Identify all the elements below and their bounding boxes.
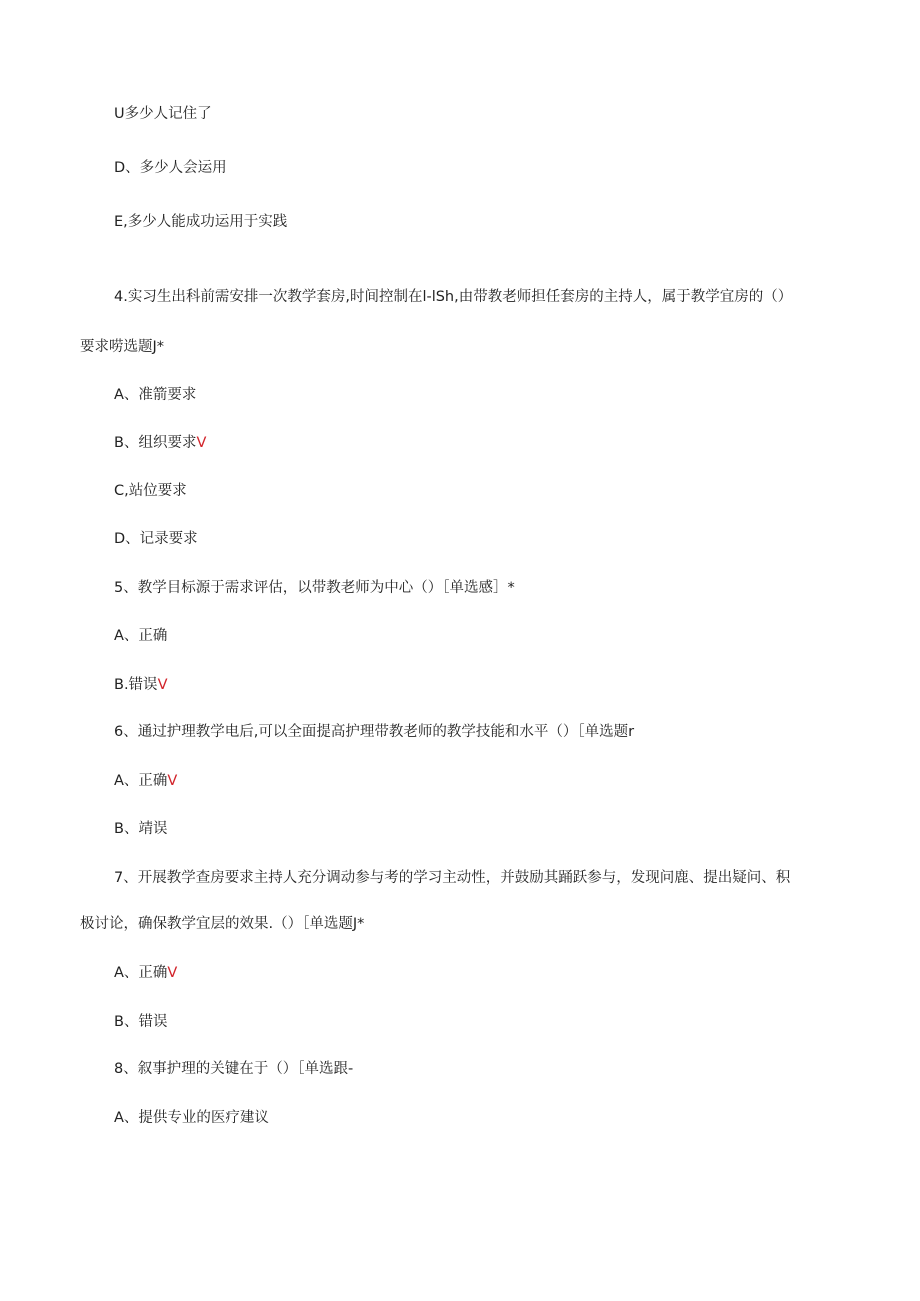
question-6-option-b: B、靖误 — [114, 821, 168, 837]
question-4-option-c: C,站位要求 — [114, 483, 187, 499]
question-8-option-a: A、提供专业的医疗建议 — [114, 1110, 269, 1126]
question-5-option-b: B.错误V — [114, 677, 168, 693]
option-e: E,多少人能成功运用于实践 — [114, 214, 288, 230]
question-7-text: 7、开展教学查房要求主持人充分调动参与考的学习主动性，并鼓励其踊跃参与，发现问鹿、提出疑问、积 — [114, 870, 791, 886]
question-7-continuation: 极讨论，确保教学宜层的效果.（）［单选题J* — [80, 916, 365, 932]
option-u: U多少人记住了 — [114, 106, 212, 122]
question-4-option-b: B、组织要求V — [114, 435, 207, 451]
question-5-option-a: A、正确 — [114, 628, 168, 644]
question-6-text: 6、通过护理教学电后,可以全面提高护理带教老师的教学技能和水平（）［单选题r — [114, 724, 635, 740]
question-5-text: 5、教学目标源于需求评估，以带教老师为中心（）［单选感］* — [114, 580, 515, 596]
correct-mark: V — [167, 965, 178, 981]
question-4-option-a: A、准箭要求 — [114, 387, 197, 403]
question-7-option-b: B、错误 — [114, 1014, 168, 1030]
question-6-option-a: A、正确V — [114, 773, 178, 789]
correct-mark: V — [196, 435, 207, 451]
question-4-text: 4.实习生出科前需安排一次教学套房,时间控制在l-lSh,由带教老师担任套房的主持人，属于教学宜房的（） — [114, 289, 793, 305]
question-4-continuation: 要求唠选题J* — [80, 339, 165, 355]
correct-mark: V — [157, 677, 168, 693]
question-4-option-d: D、记录要求 — [114, 531, 198, 547]
correct-mark: V — [167, 773, 178, 789]
question-8-text: 8、叙事护理的关键在于（）［单选跟- — [114, 1061, 354, 1077]
question-7-option-a: A、正确V — [114, 965, 178, 981]
option-d: D、多少人会运用 — [114, 160, 227, 176]
